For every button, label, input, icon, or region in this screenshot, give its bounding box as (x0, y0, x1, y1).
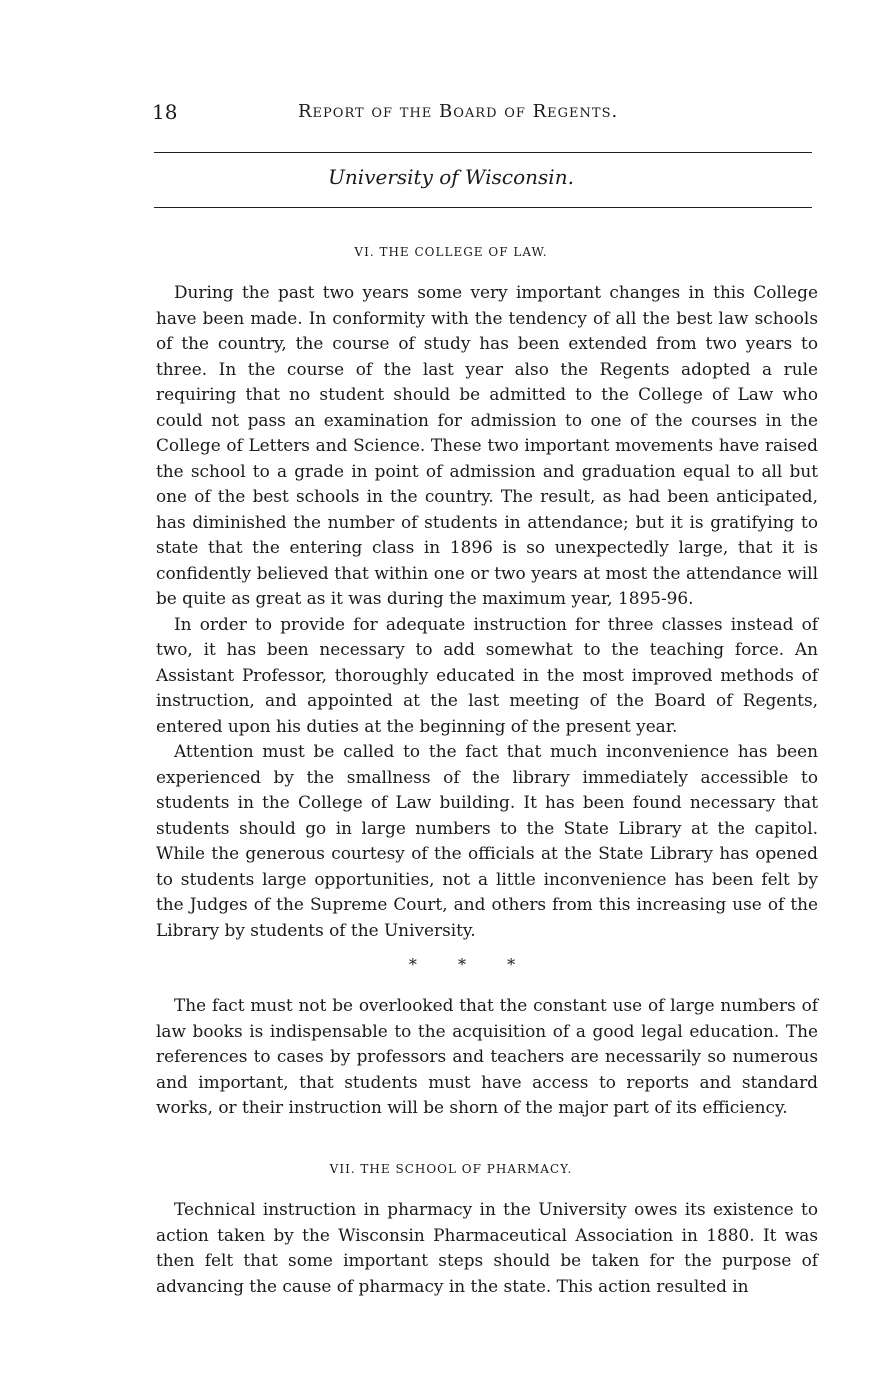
section-heading-college-of-law: VI. THE COLLEGE OF LAW. (354, 245, 548, 259)
page-number: 18 (152, 100, 178, 124)
college-of-law-body (156, 280, 818, 943)
paragraph: The fact must not be overlooked that the constant use of large numbers of law books is indispensable to the acquisition of a good legal education. The references to cases by professors and teachers are necessarily so numerous and important, that students must have access to reports and standard works, or their instruction will be shorn of the major part of its efficiency. (156, 995, 818, 1117)
asterism-separator: * * * (408, 955, 534, 974)
paragraph: Technical instruction in pharmacy in the University owes its existence to action taken by the Wisconsin Pharmaceutical Association in 1880. It was then felt that some important steps should be taken for the purpose of advancing the cause of pharmacy in the state. This action resulted in (156, 1199, 818, 1296)
college-of-law-continuation (156, 993, 818, 1121)
paragraph: During the past two years some very important changes in this College have been made. In conformity with the tendency of all the best law schools of the country, the course of study has been extended from two years to three. In the course of the last year also the Regents adopted a rule requiring that no student should be admitted to the College of Law who could not pass an examination for admission to one of the courses in the College of Letters and Science. These two important movements have raised the school to a grade in point of admission and graduation equal to all but one of the best schools in the country. The result, as had been anticipated, has diminished the number of students in attendance; but it is gratifying to state that the entering class in 1896 is so unexpectedly large, that it is confidently believed that within one or two years at most the attendance will be quite as great as it was during the maximum year, 1895-96. (156, 282, 818, 608)
paragraph: In order to provide for adequate instruction for three classes instead of two, it has been necessary to add somewhat to the teaching force. An Assistant Professor, thoroughly educated in the most improved methods of instruction, and appointed at the last meeting of the Board of Regents, entered upon his duties at the beginning of the present year. (156, 613, 818, 736)
paragraph: Attention must be called to the fact that much inconvenience has been experienced by the smallness of the library immediately accessible to students in the College of Law building. It has been found necessary that students should go in large numbers to the State Library at the capitol. While the generous courtesy of the officials at the State Library has opened to students large opportunities, not a little inconvenience has been felt by the Judges of the Supreme Court, and others from this increasing use of the Library by students of the University. (156, 741, 818, 940)
school-of-pharmacy-body (156, 1197, 818, 1299)
page-header (152, 100, 814, 130)
running-title: Report of the Board of Regents. (298, 101, 619, 122)
bottom-rule (154, 207, 812, 208)
top-rule (154, 152, 812, 153)
section-heading-school-of-pharmacy: VII. THE SCHOOL OF PHARMACY. (329, 1162, 573, 1176)
institution-subtitle: University of Wisconsin. (328, 165, 574, 189)
